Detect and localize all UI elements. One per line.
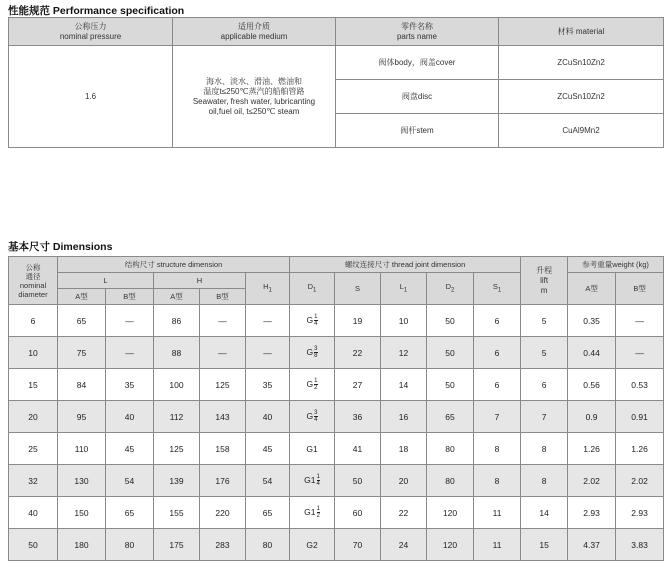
header-S: S (335, 273, 381, 305)
header-H1-text: H (263, 281, 269, 291)
cell-la: 95 (58, 401, 106, 433)
header-dn-line: nominal (19, 280, 47, 290)
cell-s1: 8 (474, 433, 521, 465)
fraction-denominator: 2 (314, 385, 318, 391)
cell-wb: — (616, 305, 664, 337)
cell-s1: 6 (474, 337, 521, 369)
cell-m: 14 (521, 497, 568, 529)
part-name: 阀盘disc (336, 80, 499, 114)
thread-base: G (306, 410, 314, 421)
header-parts-en: parts name (396, 31, 438, 41)
cell-dn: 10 (9, 337, 58, 369)
thread-base: G1 (306, 443, 318, 454)
cell-wb: 2.93 (616, 497, 664, 529)
header-lift-line: m (540, 285, 548, 295)
fraction-numerator: 1 (316, 506, 320, 512)
cell-hb: 125 (200, 369, 246, 401)
header-structure: 结构尺寸 structure dimension (58, 257, 290, 273)
thread-fraction (314, 314, 317, 327)
fraction-denominator: 4 (314, 417, 318, 423)
thread-fraction (314, 346, 317, 359)
medium-line: oil,fuel oil, t≤250℃ steam (208, 106, 300, 116)
header-weight-a: A型 (568, 273, 616, 305)
dimensions-body (9, 305, 664, 561)
medium-line: 海水、淡水、滑油、燃油和 (206, 76, 302, 86)
cell-wa: 0.56 (568, 369, 616, 401)
cell-lb: 40 (106, 401, 154, 433)
cell-wb: 2.02 (616, 465, 664, 497)
part-material: ZCuSn10Zn2 (499, 46, 664, 80)
header-pressure-en: nominal pressure (59, 31, 122, 41)
cell-wb: 1.26 (616, 433, 664, 465)
cell-s: 27 (335, 369, 381, 401)
header-medium-cn: 适用介质 (238, 21, 270, 31)
medium-line: Seawater, fresh water, lubricanting (192, 96, 316, 106)
cell-s: 19 (335, 305, 381, 337)
fraction-denominator: 8 (314, 353, 318, 359)
cell-lb: — (106, 305, 154, 337)
performance-title: 性能规范 Performance specification (8, 5, 185, 17)
header-S1 (474, 273, 521, 305)
cell-s1: 11 (474, 497, 521, 529)
header-lift-line: lift (540, 275, 549, 285)
cell-la: 65 (58, 305, 106, 337)
cell-m: 5 (521, 305, 568, 337)
header-H-a: A型 (154, 289, 200, 305)
cell-lb: 35 (106, 369, 154, 401)
thread-whole: 1 (310, 474, 316, 485)
medium-description (173, 46, 336, 148)
cell-lb: 54 (106, 465, 154, 497)
cell-lb: — (106, 337, 154, 369)
cell-la: 84 (58, 369, 106, 401)
header-H-b: B型 (200, 289, 246, 305)
fraction-numerator: 3 (314, 346, 318, 352)
cell-dn: 40 (9, 497, 58, 529)
header-L-a: A型 (58, 289, 106, 305)
cell-d2: 50 (427, 369, 474, 401)
header-weight-b: B型 (616, 273, 664, 305)
cell-lb: 80 (106, 529, 154, 561)
cell-h1: 65 (246, 497, 290, 529)
fraction-denominator: 4 (316, 481, 320, 487)
cell-s1: 7 (474, 401, 521, 433)
cell-l1: 18 (381, 433, 427, 465)
thread-base: G2 (306, 539, 318, 550)
cell-wb: 3.83 (616, 529, 664, 561)
part-name: 阀体body，阀盖cover (336, 46, 499, 80)
cell-s1: 6 (474, 369, 521, 401)
thread-fraction (314, 378, 317, 391)
cell-dn: 50 (9, 529, 58, 561)
cell-ha: 175 (154, 529, 200, 561)
header-S1-text: S (492, 281, 498, 291)
table-row (9, 433, 664, 465)
header-pressure (9, 18, 173, 46)
dimensions-table (8, 256, 664, 561)
header-D2-text: D (445, 281, 452, 291)
header-weight: 参考重量weight (kg) (568, 257, 664, 273)
cell-g (290, 369, 335, 401)
part-material: ZCuSn10Zn2 (499, 80, 664, 114)
cell-h1: 40 (246, 401, 290, 433)
cell-h1: 54 (246, 465, 290, 497)
cell-l1: 20 (381, 465, 427, 497)
thread-base: G (306, 378, 314, 389)
cell-g (290, 401, 335, 433)
fraction-denominator: 2 (316, 513, 320, 519)
cell-wa: 2.93 (568, 497, 616, 529)
table-row (9, 369, 664, 401)
header-parts (336, 18, 499, 46)
cell-h1: 80 (246, 529, 290, 561)
cell-dn: 6 (9, 305, 58, 337)
header-dn-line: diameter (18, 289, 48, 299)
cell-wb: 0.91 (616, 401, 664, 433)
cell-s1: 6 (474, 305, 521, 337)
part-name: 阀杆stem (336, 114, 499, 148)
table-row (9, 337, 664, 369)
cell-ha: 125 (154, 433, 200, 465)
cell-wa: 4.37 (568, 529, 616, 561)
header-medium (173, 18, 336, 46)
cell-l1: 24 (381, 529, 427, 561)
cell-wb: — (616, 337, 664, 369)
cell-la: 130 (58, 465, 106, 497)
cell-s1: 8 (474, 465, 521, 497)
thread-whole: 1 (310, 506, 316, 517)
cell-la: 75 (58, 337, 106, 369)
cell-s1: 11 (474, 529, 521, 561)
cell-s: 41 (335, 433, 381, 465)
thread-base: G (304, 506, 311, 517)
thread-fraction (317, 474, 320, 487)
cell-d2: 50 (427, 337, 474, 369)
cell-s: 22 (335, 337, 381, 369)
cell-la: 180 (58, 529, 106, 561)
cell-d2: 80 (427, 433, 474, 465)
header-S1-sub: 1 (497, 287, 502, 294)
cell-d2: 120 (427, 529, 474, 561)
header-D1 (290, 273, 335, 305)
thread-base: G (306, 346, 314, 357)
table-row (9, 401, 664, 433)
header-nominal-diameter (9, 257, 58, 305)
cell-hb: 176 (200, 465, 246, 497)
cell-h1: 45 (246, 433, 290, 465)
header-H1-sub: 1 (268, 287, 272, 294)
cell-s: 50 (335, 465, 381, 497)
cell-g (290, 337, 335, 369)
cell-h1: — (246, 337, 290, 369)
cell-d2: 80 (427, 465, 474, 497)
cell-g (290, 433, 335, 465)
fraction-numerator: 1 (314, 314, 318, 320)
cell-dn: 20 (9, 401, 58, 433)
cell-lb: 65 (106, 497, 154, 529)
cell-l1: 22 (381, 497, 427, 529)
header-H: H (154, 273, 246, 289)
table-row (9, 529, 664, 561)
cell-dn: 25 (9, 433, 58, 465)
cell-h1: — (246, 305, 290, 337)
cell-wa: 0.44 (568, 337, 616, 369)
cell-m: 6 (521, 369, 568, 401)
cell-l1: 14 (381, 369, 427, 401)
header-L-b: B型 (106, 289, 154, 305)
cell-g (290, 497, 335, 529)
pressure-value: 1.6 (9, 46, 173, 148)
cell-la: 150 (58, 497, 106, 529)
header-parts-cn: 零件名称 (401, 21, 433, 31)
performance-table (8, 17, 664, 148)
header-D1-text: D (307, 281, 314, 291)
cell-m: 5 (521, 337, 568, 369)
cell-l1: 10 (381, 305, 427, 337)
cell-s: 70 (335, 529, 381, 561)
header-L: L (58, 273, 154, 289)
header-pressure-cn: 公称压力 (74, 21, 107, 31)
cell-lb: 45 (106, 433, 154, 465)
header-L1-text: L (399, 281, 404, 291)
cell-hb: 143 (200, 401, 246, 433)
cell-wa: 1.26 (568, 433, 616, 465)
cell-wa: 0.9 (568, 401, 616, 433)
header-H1 (246, 273, 290, 305)
cell-hb: — (200, 305, 246, 337)
cell-dn: 15 (9, 369, 58, 401)
header-D2 (427, 273, 474, 305)
cell-hb: 158 (200, 433, 246, 465)
header-material: 材料 material (499, 18, 664, 46)
cell-m: 8 (521, 465, 568, 497)
cell-m: 8 (521, 433, 568, 465)
medium-line: 温度t≤250℃蒸汽的船舶管路 (203, 86, 305, 96)
header-lift (521, 257, 568, 305)
fraction-denominator: 4 (314, 321, 318, 327)
cell-g (290, 465, 335, 497)
fraction-numerator: 1 (314, 378, 318, 384)
cell-d2: 120 (427, 497, 474, 529)
cell-g (290, 305, 335, 337)
header-D1-sub: 1 (313, 287, 317, 294)
cell-l1: 16 (381, 401, 427, 433)
thread-fraction (314, 410, 317, 423)
cell-d2: 50 (427, 305, 474, 337)
cell-dn: 32 (9, 465, 58, 497)
header-dn-line: 公称 (25, 262, 41, 272)
table-row (9, 465, 664, 497)
header-medium-en: applicable medium (220, 31, 288, 41)
cell-ha: 155 (154, 497, 200, 529)
cell-hb: — (200, 337, 246, 369)
cell-h1: 35 (246, 369, 290, 401)
cell-wb: 0.53 (616, 369, 664, 401)
cell-wa: 2.02 (568, 465, 616, 497)
cell-ha: 86 (154, 305, 200, 337)
dimensions-title: 基本尺寸 Dimensions (8, 241, 113, 253)
cell-l1: 12 (381, 337, 427, 369)
header-L1 (381, 273, 427, 305)
table-row (9, 497, 664, 529)
fraction-numerator: 3 (314, 410, 318, 416)
header-L1-sub: 1 (403, 287, 408, 294)
thread-base: G (306, 314, 314, 325)
cell-m: 15 (521, 529, 568, 561)
header-dn-line: 通径 (25, 271, 41, 281)
table-row (9, 305, 664, 337)
cell-ha: 139 (154, 465, 200, 497)
cell-ha: 112 (154, 401, 200, 433)
cell-ha: 88 (154, 337, 200, 369)
cell-wa: 0.35 (568, 305, 616, 337)
thread-base: G (304, 474, 311, 485)
cell-m: 7 (521, 401, 568, 433)
header-thread: 螺纹连接尺寸 thread joint dimension (290, 257, 521, 273)
header-lift-line: 升程 (536, 265, 553, 275)
cell-hb: 220 (200, 497, 246, 529)
thread-fraction (317, 506, 320, 519)
header-D2-sub: 2 (451, 287, 455, 294)
fraction-numerator: 1 (316, 474, 320, 480)
cell-la: 110 (58, 433, 106, 465)
cell-s: 60 (335, 497, 381, 529)
part-material: CuAl9Mn2 (499, 114, 664, 148)
cell-d2: 65 (427, 401, 474, 433)
cell-g (290, 529, 335, 561)
cell-hb: 283 (200, 529, 246, 561)
cell-s: 36 (335, 401, 381, 433)
cell-ha: 100 (154, 369, 200, 401)
